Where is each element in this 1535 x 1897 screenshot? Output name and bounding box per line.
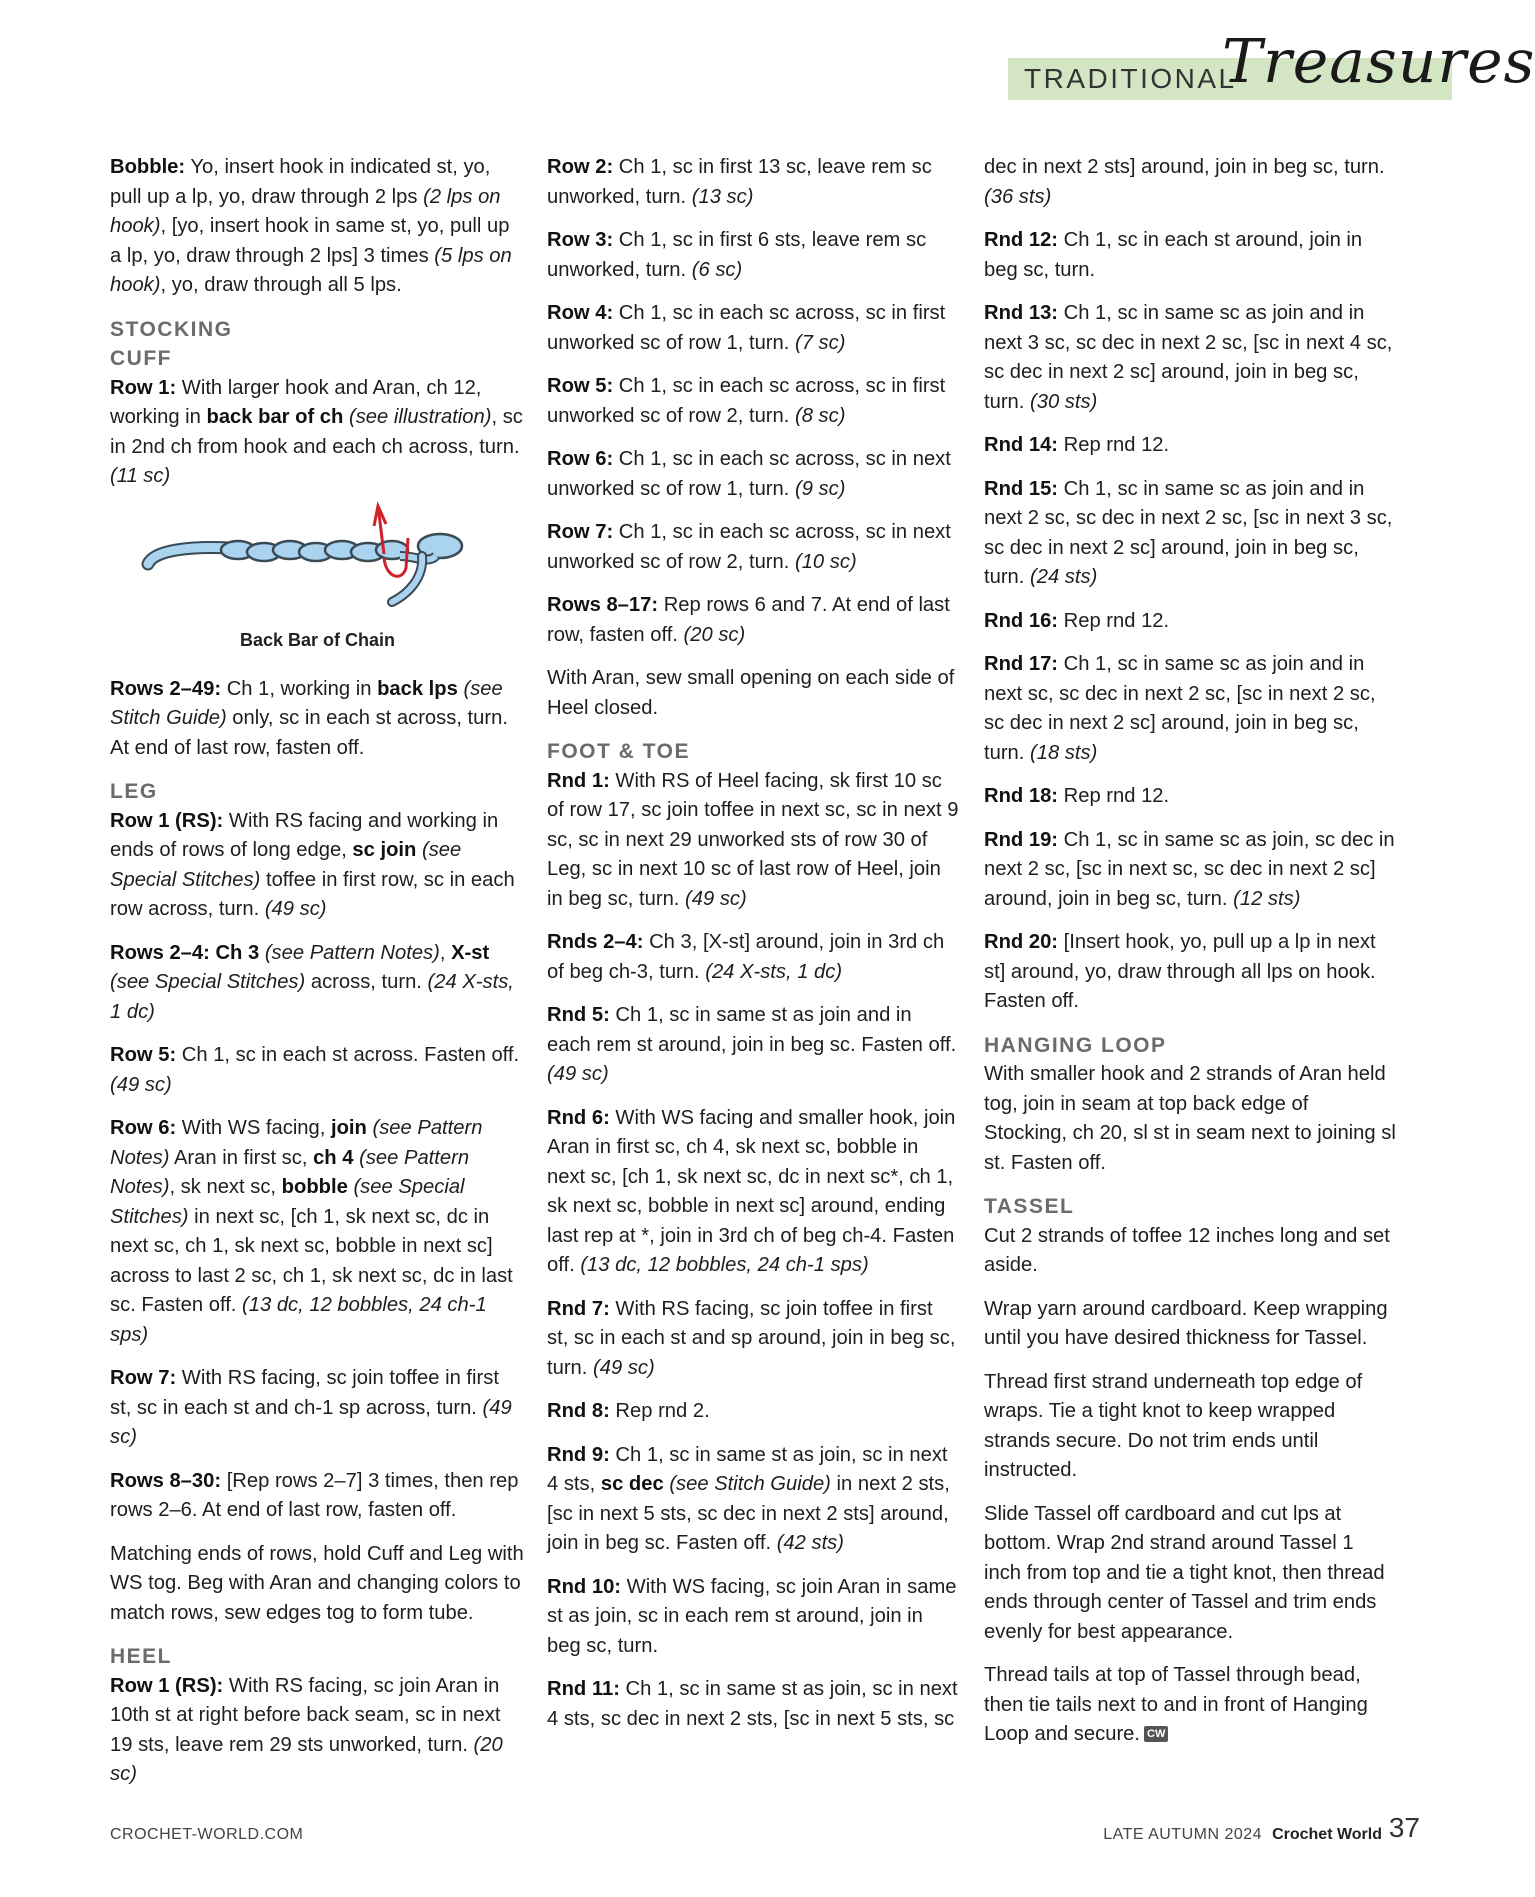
column-1	[110, 153, 525, 1804]
cuff-rows-2-49: Rows 2–49: Ch 1, working in back lps (see Stitch Guide) only, sc in each st across, turn. At end of last row, fasten off.	[110, 677, 508, 759]
tassel-step-2: Wrap yarn around cardboard. Keep wrapping until you have desired thickness for Tassel.	[984, 1297, 1388, 1349]
cuff-heading: CUFF	[110, 347, 172, 370]
foot-rnd-18: Rnd 18: Rep rnd 12.	[984, 785, 1170, 807]
heel-rows-8-17: Rows 8–17: Rep rows 6 and 7. At end of last row, fasten off. (20 sc)	[547, 594, 950, 646]
foot-rnd-20: Rnd 20: [Insert hook, yo, pull up a lp in next st] around, yo, draw through all lps on hook. Fasten off.	[984, 931, 1376, 1012]
heel-row-6: Row 6: Ch 1, sc in each sc across, sc in next unworked sc of row 1, turn. (9 sc)	[547, 448, 951, 500]
heel-sew: With Aran, sew small opening on each side of Heel closed.	[547, 667, 955, 719]
tassel-heading: TASSEL	[984, 1195, 1075, 1218]
footer-site: CROCHET-WORLD.COM	[110, 1826, 304, 1843]
leg-assembly: Matching ends of rows, hold Cuff and Leg with WS tog. Beg with Aran and changing colors to match rows, sew edges tog to form tube.	[110, 1542, 524, 1624]
heel-row-7: Row 7: Ch 1, sc in each sc across, sc in next unworked sc of row 2, turn. (10 sc)	[547, 521, 951, 573]
stocking-heading: STOCKING	[110, 317, 233, 341]
back-bar-illustration	[110, 498, 525, 663]
foot-rnd-5: Rnd 5: Ch 1, sc in same st as join and in each rem st around, join in beg sc. Fasten off. (49 sc)	[547, 1004, 957, 1085]
foot-rnd-6: Rnd 6: With WS facing and smaller hook, join Aran in first sc, ch 4, sk next sc, bobble in next sc, [ch 1, sk next sc, dc in next sc*, ch 1, sk next sc, bobble in next sc] around, ending last rep at *, join in 3rd ch of beg ch-4. Fasten off. (13 dc, 12 bobbles, 24 ch-1 sps)	[547, 1106, 956, 1276]
heel-row-5: Row 5: Ch 1, sc in each sc across, sc in first unworked sc of row 2, turn. (8 sc)	[547, 375, 946, 427]
foot-rnd-7: Rnd 7: With RS facing, sc join toffee in first st, sc in each st and sp around, join in beg sc, turn. (49 sc)	[547, 1297, 956, 1379]
leg-rows-8-30: Rows 8–30: [Rep rows 2–7] 3 times, then rep rows 2–6. At end of last row, fasten off.	[110, 1469, 519, 1521]
hanging-loop-heading: HANGING LOOP	[984, 1033, 1167, 1057]
column-2	[547, 153, 959, 1748]
page-number: 37	[1388, 1812, 1420, 1843]
foot-rnd-15: Rnd 15: Ch 1, sc in same sc as join and in next 2 sc, sc dec in next 2 sc, [sc in next 3 sc, sc dec in next 2 sc] around, join in beg sc, turn. (24 sts)	[984, 477, 1393, 588]
heel-row-4: Row 4: Ch 1, sc in each sc across, sc in first unworked sc of row 1, turn. (7 sc)	[547, 302, 946, 354]
foot-toe-heading: FOOT & TOE	[547, 740, 690, 763]
foot-rnd-16: Rnd 16: Rep rnd 12.	[984, 609, 1170, 632]
foot-rnd-13: Rnd 13: Ch 1, sc in same sc as join and in next 3 sc, sc dec in next 2 sc, [sc in next 4 sc, sc dec in next 2 sc] around, join in beg sc, turn. (30 sts)	[984, 302, 1393, 413]
heel-row-3: Row 3: Ch 1, sc in first 6 sts, leave rem sc unworked, turn. (6 sc)	[547, 229, 927, 281]
foot-rnd-11: Rnd 11: Ch 1, sc in same st as join, sc in next 4 sts, sc dec in next 2 sts, [sc in next 5 sts, sc	[547, 1678, 958, 1730]
column-3	[984, 153, 1396, 1764]
foot-rnd-12: Rnd 12: Ch 1, sc in each st around, join in beg sc, turn.	[984, 229, 1363, 281]
foot-rnd-10: Rnd 10: With WS facing, sc join Aran in same st as join, sc in each rem st around, join in beg sc, turn.	[547, 1575, 957, 1657]
foot-rnd-9: Rnd 9: Ch 1, sc in same st as join, sc in next 4 sts, sc dec (see Stitch Guide) in next 2 sts, [sc in next 5 sts, sc dec in next 2 sts] around, join in beg sc. Fasten off. (42 sts)	[547, 1443, 950, 1554]
figure-caption: Back Bar of Chain	[239, 629, 396, 650]
footer-brand: Crochet World	[1272, 1826, 1382, 1843]
heel-heading: HEEL	[110, 1645, 173, 1668]
cuff-row-1: Row 1: With larger hook and Aran, ch 12, working in back bar of ch (see illustration), sc in 2nd ch from hook and each ch across, turn. (11 sc)	[110, 376, 523, 487]
bobble-instruction: Bobble: Yo, insert hook in indicated st, yo, pull up a lp, yo, draw through 2 lps (2 lps on hook), [yo, insert hook in same st, yo, pull up a lp, yo, draw through 2 lps] 3 times (5 lps on hook), yo, draw through all 5 lps.	[110, 156, 512, 296]
hanging-loop-text: With smaller hook and 2 strands of Aran held tog, join in seam at top back edge of Stocking, ch 20, sl st in seam next to joining sl st. Fasten off.	[984, 1063, 1396, 1174]
foot-rnd-8: Rnd 8: Rep rnd 2.	[547, 1400, 710, 1422]
chain-illustration	[140, 498, 500, 618]
section-script-title: Treasures	[1222, 27, 1535, 97]
foot-rnd-11-continued: dec in next 2 sts] around, join in beg sc, turn. (36 sts)	[984, 156, 1385, 208]
footer-issue: LATE AUTUMN 2024 Crochet World	[1103, 1826, 1382, 1843]
tassel-step-3: Thread first strand underneath top edge of wraps. Tie a tight knot to keep wrapped strands secure. Do not trim ends until instructed.	[984, 1370, 1363, 1481]
end-mark-icon: CW	[1144, 1726, 1168, 1742]
foot-rnd-14: Rnd 14: Rep rnd 12.	[984, 434, 1170, 456]
leg-row-5: Row 5: Ch 1, sc in each st across. Fasten off. (49 sc)	[110, 1044, 520, 1096]
heel-row-1: Row 1 (RS): With RS facing, sc join Aran in 10th st at right before back seam, sc in next 19 sts, leave rem 29 sts unworked, turn. (20 sc)	[110, 1674, 503, 1785]
tassel-step-4: Slide Tassel off cardboard and cut lps at bottom. Wrap 2nd strand around Tassel 1 inch from top and tie a tight knot, then thread ends through center of Tassel and trim ends evenly for best appearance.	[984, 1502, 1385, 1643]
leg-row-1: Row 1 (RS): With RS facing and working in ends of rows of long edge, sc join (see Special Stitches) toffee in first row, sc in each row across, turn. (49 sc)	[110, 809, 515, 920]
tassel-step-5: Thread tails at top of Tassel through bead, then tie tails next to and in front of Hanging Loop and secure. CW	[984, 1664, 1368, 1745]
foot-rnd-17: Rnd 17: Ch 1, sc in same sc as join and in next sc, sc dec in next 2 sc, [sc in next 2 sc, sc dec in next 2 sc] around, join in beg sc, turn. (18 sts)	[984, 653, 1376, 764]
foot-rnd-1: Rnd 1: With RS of Heel facing, sk first 10 sc of row 17, sc join toffee in next sc, sc in next 9 sc, sc in next 29 unworked sts of row 30 of Leg, sc in next 10 sc of last row of Heel, join in beg sc, turn. (49 sc)	[547, 769, 959, 910]
tassel-step-1: Cut 2 strands of toffee 12 inches long and set aside.	[984, 1224, 1390, 1276]
foot-rnd-19: Rnd 19: Ch 1, sc in same sc as join, sc dec in next 2 sc, [sc in next sc, sc dec in next 2 sc] around, join in beg sc, turn. (12 sts)	[984, 828, 1395, 910]
leg-row-7: Row 7: With RS facing, sc join toffee in first st, sc in each st and ch-1 sp across, turn. (49 sc)	[110, 1367, 512, 1448]
leg-rows-2-4: Rows 2–4: Ch 3 (see Pattern Notes), X-st (see Special Stitches) across, turn. (24 X-sts, 1 dc)	[110, 941, 514, 1023]
section-label: TRADITIONAL	[1024, 63, 1237, 94]
leg-heading: LEG	[110, 780, 158, 803]
foot-rnds-2-4: Rnds 2–4: Ch 3, [X-st] around, join in 3rd ch of beg ch-3, turn. (24 X-sts, 1 dc)	[547, 931, 945, 983]
heel-row-2: Row 2: Ch 1, sc in first 13 sc, leave rem sc unworked, turn. (13 sc)	[547, 156, 932, 208]
leg-row-6: Row 6: With WS facing, join (see Pattern Notes) Aran in first sc, ch 4 (see Pattern Notes), sk next sc, bobble (see Special Stitches) in next sc, [ch 1, sk next sc, dc in next sc, ch 1, sk next sc, bobble in next sc] across to last 2 sc, ch 1, sk next sc, dc in last sc. Fasten off. (13 dc, 12 bobbles, 24 ch-1 sps)	[110, 1117, 513, 1346]
